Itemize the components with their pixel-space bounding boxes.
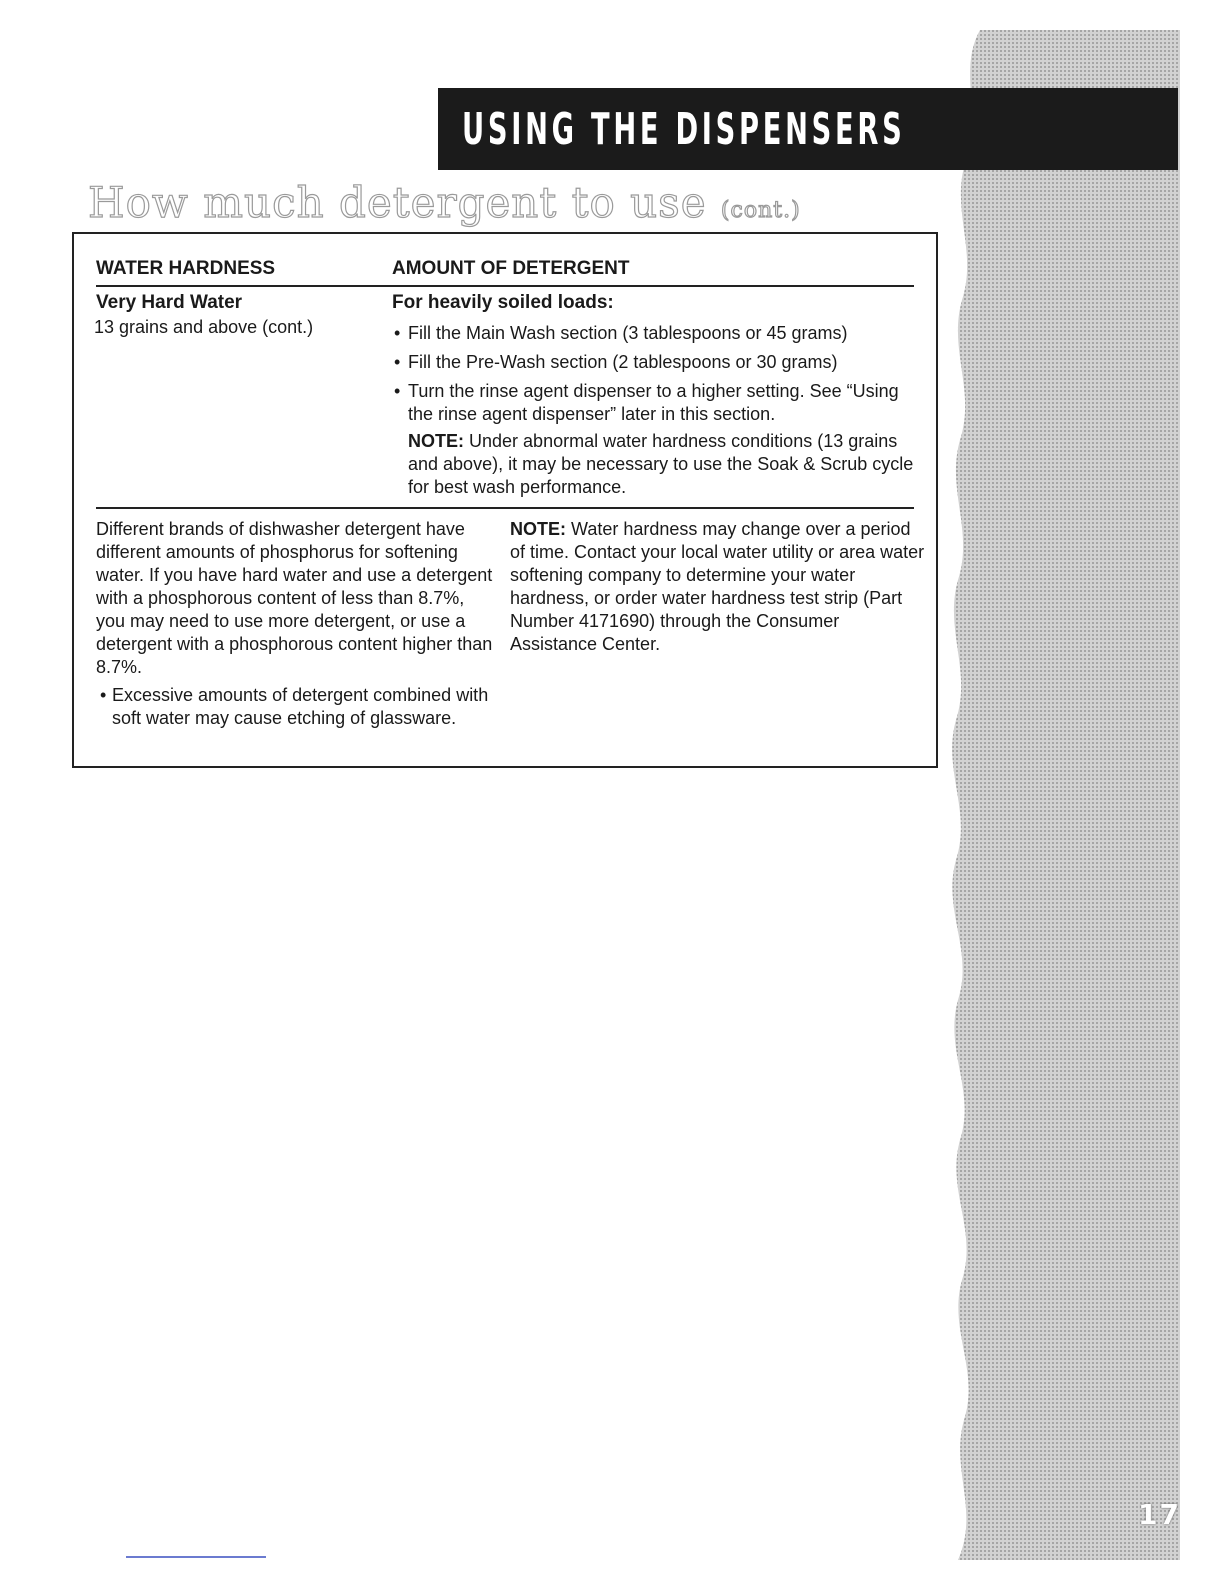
bullet-icon: • xyxy=(100,685,107,705)
header-banner xyxy=(438,88,1178,170)
hardness-change-note xyxy=(510,518,930,656)
footer-line xyxy=(126,1556,266,1558)
note-text: Water hardness may change over a period of time. Contact your local water utility or area water softening company to determine your water hardness, or order water hardness test strip (Part Number 4171690) through the Consumer Assistance Center. xyxy=(510,519,925,654)
etching-text: Excessive amounts of detergent combined with soft water may cause etching of glassware. xyxy=(112,685,489,728)
banner-title: USING THE DISPENSERS xyxy=(462,103,906,155)
hardness-detail: 13 grains and above (cont.) xyxy=(94,317,314,337)
table-note xyxy=(408,430,918,499)
side-decorative-band xyxy=(940,30,1180,1560)
section-cont-label: (cont.) xyxy=(720,198,801,223)
water-hardness-header: WATER HARDNESS xyxy=(96,258,276,279)
section-title: How much detergent to use xyxy=(88,178,707,227)
bullet-icon: • xyxy=(394,352,401,372)
list-item: • Turn the rinse agent dispenser to a higher setting. See “Using the rinse agent dispenser” later in this section. xyxy=(394,381,899,424)
note-label: NOTE: xyxy=(510,519,566,539)
table-bottom-divider xyxy=(96,507,914,509)
amount-bullet-list xyxy=(392,322,912,432)
note-label: NOTE: xyxy=(408,431,464,451)
list-item: • Fill the Pre-Wash section (2 tablespoons or 30 grams) xyxy=(394,352,838,372)
note-text: Under abnormal water hardness conditions (13 grains and above), it may be necessary to use the Soak & Scrub cycle for best wash performance. xyxy=(408,431,914,497)
bullet-icon: • xyxy=(394,323,401,343)
page-number: 17 xyxy=(1138,1498,1181,1531)
phosphorus-paragraph: Different brands of dishwasher detergent have different amounts of phosphorus for softening water. If you have hard water and use a detergent with a phosphorous content of less than 8.7%, you may need to use more detergent, or use a detergent with a phosphorous content higher than 8.7%. xyxy=(96,519,493,677)
list-item: • Fill the Main Wash section (3 tablespoons or 45 grams) xyxy=(394,323,848,343)
section-heading xyxy=(88,178,801,227)
amount-title: For heavily soiled loads: xyxy=(392,292,614,313)
amount-header: AMOUNT OF DETERGENT xyxy=(392,258,630,279)
hardness-title: Very Hard Water xyxy=(96,292,243,313)
bullet-icon: • xyxy=(394,381,401,401)
header-divider xyxy=(96,285,914,287)
detergent-table-box xyxy=(72,232,938,768)
etching-bullet xyxy=(96,684,496,730)
